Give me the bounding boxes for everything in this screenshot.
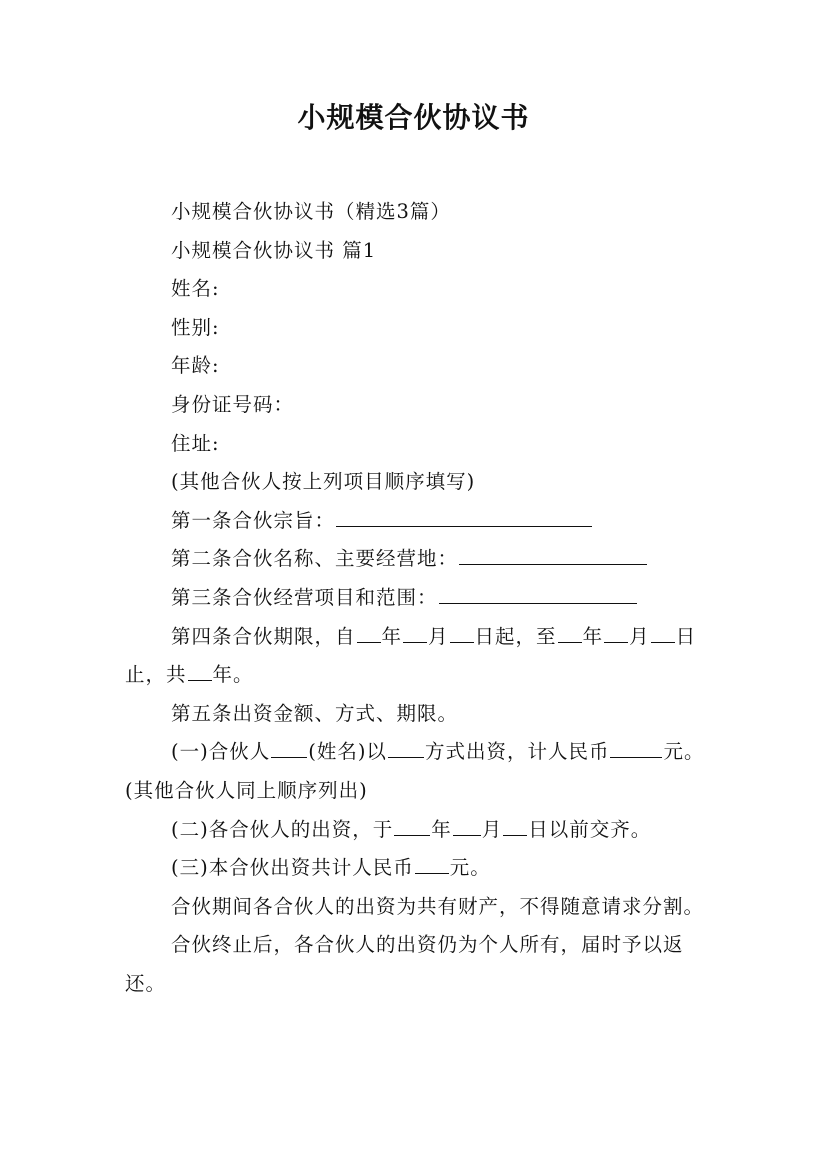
article-4-text-d: 日起，至	[474, 624, 557, 648]
article-2-blank	[459, 542, 647, 565]
item-1-blank-name	[271, 735, 307, 758]
item-1-text-a: (一)合伙人	[171, 740, 271, 764]
article-4-text-f: 月	[629, 624, 650, 648]
article-3-blank	[439, 581, 637, 604]
article-5-item-3	[125, 849, 705, 888]
item-2-text-b: 年	[431, 817, 452, 841]
item-2-text-c: 月	[481, 817, 503, 841]
article-1-blank	[336, 504, 592, 527]
article-4-blank-start-day	[450, 620, 474, 643]
subtitle-line: 小规模合伙协议书（精选3篇）	[171, 200, 451, 223]
paragraph-return-contribution: 合伙终止后，各合伙人的出资仍为个人所有，届时予以返还。	[125, 933, 684, 995]
field-age: 年龄:	[171, 354, 220, 378]
article-5-item-1	[125, 733, 705, 810]
document-title: 小规模合伙协议书	[297, 101, 530, 134]
article-4-blank-end-year	[558, 620, 582, 643]
article-4-blank-start-year	[357, 620, 381, 643]
field-name: 姓名:	[171, 277, 220, 301]
article-4-blank-total-years	[188, 658, 212, 681]
article-4	[125, 618, 705, 695]
field-address: 住址:	[171, 431, 220, 455]
article-1-text: 第一条合伙宗旨：	[171, 508, 336, 532]
item-3-blank-amount	[415, 851, 449, 874]
item-1-blank-method	[388, 735, 424, 758]
article-4-blank-end-month	[604, 620, 628, 643]
article-3-text: 第三条合伙经营项目和范围：	[171, 585, 438, 609]
document-body	[125, 193, 705, 1003]
article-5-item-2	[125, 811, 705, 850]
item-2-blank-month	[453, 813, 481, 836]
article-3	[125, 579, 705, 618]
item-2-text-a: (二)各合伙人的出资，于	[171, 817, 394, 841]
item-2-text-d: 日以前交齐。	[528, 817, 652, 841]
article-4-text-c: 月	[428, 624, 449, 648]
item-2-blank-year	[394, 813, 430, 836]
item-2-blank-day	[503, 813, 527, 836]
article-2-text: 第二条合伙名称、主要经营地：	[171, 547, 459, 571]
item-1-text-d: 元。(其他合伙人同上顺序列出)	[125, 740, 705, 802]
item-1-blank-amount	[610, 735, 662, 758]
article-4-text-g: 日止，共	[125, 624, 697, 687]
field-gender: 性别:	[171, 315, 220, 339]
item-1-text-b: (姓名)以	[308, 740, 387, 764]
item-1-text-c: 方式出资，计人民币	[424, 740, 610, 764]
note-other-partners: (其他合伙人按上列项目顺序填写)	[171, 470, 476, 494]
article-4-blank-end-day	[651, 620, 675, 643]
article-2	[125, 540, 705, 579]
article-4-blank-start-month	[403, 620, 427, 643]
article-4-text-e: 年	[582, 624, 604, 648]
article-4-text-b: 年	[381, 624, 403, 648]
article-5: 第五条出资金额、方式、期限。	[171, 701, 459, 725]
item-3-text-a: (三)本合伙出资共计人民币	[171, 856, 414, 880]
article-4-text-h: 年。	[212, 663, 254, 687]
section-heading: 小规模合伙协议书 篇1	[171, 238, 377, 262]
article-4-text-a: 第四条合伙期限，自	[171, 624, 356, 648]
paragraph-common-property: 合伙期间各合伙人的出资为共有财产，不得随意请求分割。	[171, 894, 705, 918]
article-1	[125, 502, 705, 541]
item-3-text-b: 元。	[449, 856, 491, 880]
field-id-number: 身份证号码：	[171, 392, 295, 416]
